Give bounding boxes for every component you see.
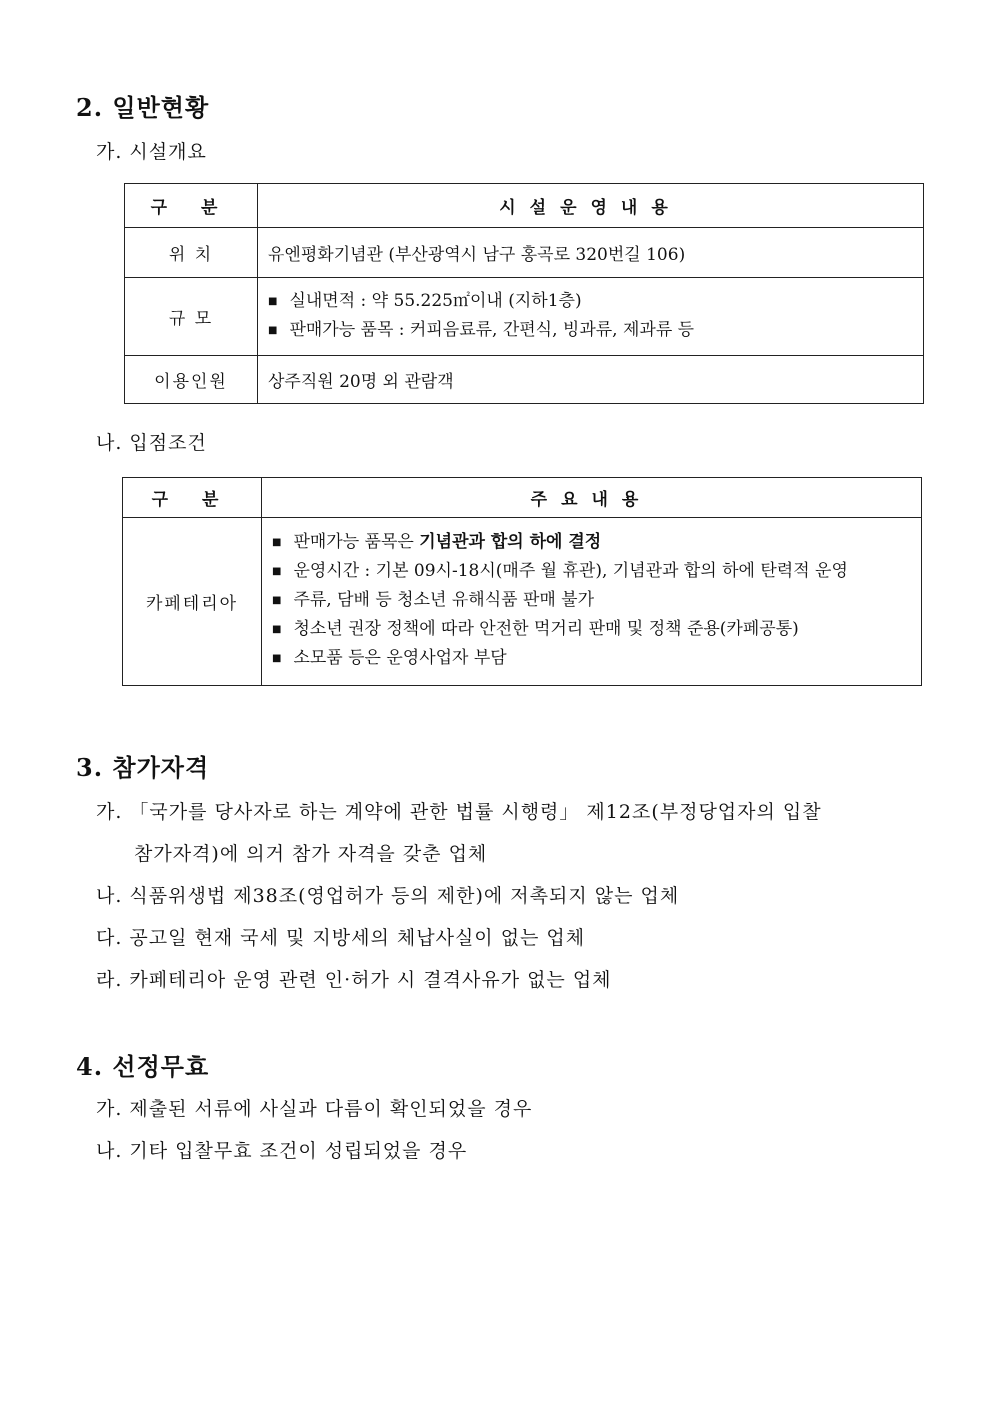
invalidation-list	[96, 1088, 532, 1172]
section-3-title: 3. 참가자격	[76, 753, 210, 782]
eligibility-item: 가. 「국가를 당사자로 하는 계약에 관한 법률 시행령」 제12조(부정당업자의 입찰	[96, 801, 822, 823]
facility-row-val: 유엔평화기념관 (부산광역시 남구 홍곡로 320번길 106)	[258, 228, 924, 278]
subsection-conditions-title: 나. 입점조건	[96, 432, 207, 454]
eligibility-list	[96, 791, 822, 1001]
bullet-item: ■ 실내면적 : 약 55.225㎡이내 (지하1층)	[268, 288, 913, 317]
bullet-item: ■ 주류, 담배 등 청소년 유해식품 판매 불가	[272, 587, 911, 616]
conditions-table	[122, 477, 922, 686]
eligibility-item: 다. 공고일 현재 국세 및 지방세의 체납사실이 없는 업체	[96, 927, 586, 949]
conditions-head-val: 주요내용	[262, 478, 922, 518]
bullet-item: ■ 운영시간 : 기본 09시-18시(매주 월 휴관), 기념관과 합의 하에 탄력적 운영	[272, 558, 911, 587]
invalidation-item: 나. 기타 입찰무효 조건이 성립되었을 경우	[96, 1140, 468, 1162]
invalidation-item: 가. 제출된 서류에 사실과 다름이 확인되었을 경우	[96, 1098, 533, 1120]
subsection-facility-title: 가. 시설개요	[96, 141, 207, 163]
eligibility-item-continued: 참가자격)에 의거 참가 자격을 갖춘 업체	[134, 843, 488, 865]
bullet-item	[272, 529, 911, 558]
eligibility-item: 나. 식품위생법 제38조(영업허가 등의 제한)에 저촉되지 않는 업체	[96, 885, 680, 907]
bullet-item: ■ 청소년 권장 정책에 따라 안전한 먹거리 판매 및 정책 준용(카페공통)	[272, 616, 911, 645]
eligibility-item: 라. 카페테리아 운영 관련 인·허가 시 결격사유가 없는 업체	[96, 969, 612, 991]
facility-row-key: 규 모	[125, 278, 258, 356]
conditions-head-key: 구 분	[123, 478, 262, 518]
facility-head-val: 시설운영내용	[258, 184, 924, 228]
section-2-title: 2. 일반현황	[76, 93, 210, 122]
section-4-title: 4. 선정무효	[76, 1052, 210, 1081]
facility-table	[124, 183, 924, 404]
conditions-row-bullets	[262, 518, 922, 686]
facility-row-val: 상주직원 20명 외 관람객	[258, 356, 924, 404]
conditions-row-key: 카페테리아	[123, 518, 262, 686]
facility-row-key: 위 치	[125, 228, 258, 278]
bullet-item: ■ 소모품 등은 운영사업자 부담	[272, 645, 911, 674]
bullet-emphasis: 기념관과 합의 하에 결정	[419, 532, 602, 552]
facility-row-bullets	[258, 278, 924, 356]
facility-row-key: 이용인원	[125, 356, 258, 404]
bullet-item: ■ 판매가능 품목 : 커피음료류, 간편식, 빙과류, 제과류 등	[268, 317, 913, 346]
facility-head-key: 구 분	[125, 184, 258, 228]
bullet-text: 판매가능 품목은	[293, 532, 420, 552]
